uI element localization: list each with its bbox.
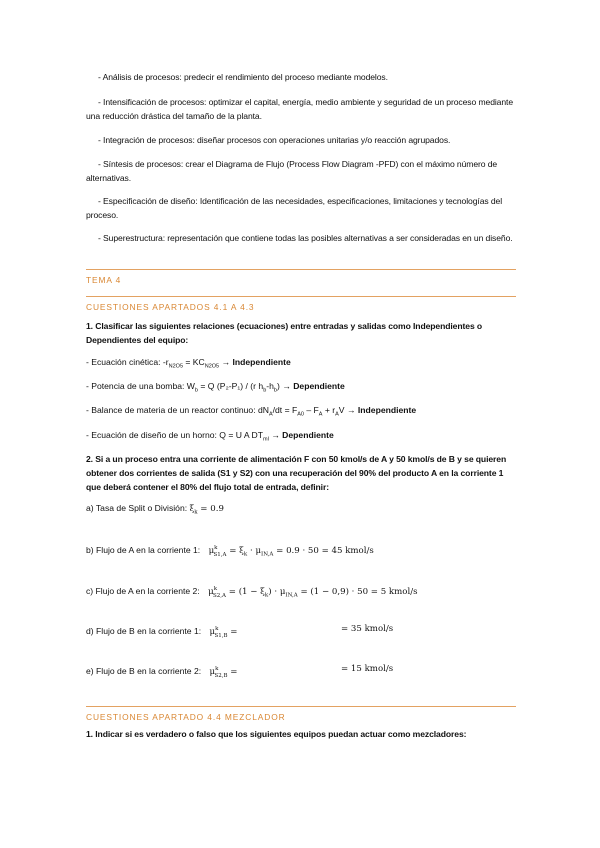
tema-title: TEMA 4 xyxy=(86,275,122,285)
q1-item-horno: - Ecuación de diseño de un horno: Q = U A $DT_{ml}$ → Dependiente xyxy=(86,430,334,443)
question-2-text: 2. Si a un proceso entra una corriente de alimentación F con 50 kmol/s de A y 50 kmol/s de B y se quieren obtener dos corrientes de salida (S1 y S2) con una recuperación del 90% del producto A en la corriente 1 que deberá contener el 80% del flujo total de entrada, definir: xyxy=(86,454,507,492)
q2-answer-a: a) Tasa de Split o División: $\xi_k = 0.9$ xyxy=(86,503,224,516)
divider-rule xyxy=(86,706,516,707)
q2-answer-e: e) Flujo de B en la corriente 2: $\mu^k_{S2,B}$ = xyxy=(86,665,238,679)
q2-answer-e-result: = 15 kmol/s xyxy=(341,664,394,674)
q1-item-balance: - Balance de materia de un reactor continuo: $dN_A/dt = F_{A0} - F_A + r_AV$ → Independiente xyxy=(86,405,417,418)
q2-answer-d: d) Flujo de B en la corriente 1: $\mu^k_{S1,B}$ = xyxy=(86,625,238,639)
q2-answer-c: c) Flujo de A en la corriente 2: $\mu^k_{S2,A} = (1 - \xi_k) \cdot \mu_{IN,A} = (1 - 0,9) \cdot 50 = 5$ kmol/s xyxy=(86,585,418,599)
intro-item-intensificacion: - Intensificación de procesos: optimizar el capital, energía, medio ambiente y seguridad de un proceso mediante una reducción drástica del tamaño de la planta. xyxy=(86,97,514,121)
question-1-text: 1. Clasificar las siguientes relaciones (ecuaciones) entre entradas y salidas como Independientes o Dependientes del equipo: xyxy=(86,321,483,345)
question-mezcladores-text: 1. Indicar si es verdadero o falso que los siguientes equipos puedan actuar como mezcladores: xyxy=(86,729,467,739)
divider-rule xyxy=(86,296,516,297)
section-title-4-1-4-3: CUESTIONES APARTADOS 4.1 A 4.3 xyxy=(86,302,255,312)
section-title-4-4-mezclador: CUESTIONES APARTADO 4.4 MEZCLADOR xyxy=(86,712,286,722)
intro-item-sintesis: - Síntesis de procesos: crear el Diagrama de Flujo (Process Flow Diagram -PFD) con el máximo número de alternativas. xyxy=(86,159,498,183)
intro-item-integracion: - Integración de procesos: diseñar procesos con operaciones unitarias y/o reacción agrupados. xyxy=(98,135,451,145)
q2-answer-d-result: = 35 kmol/s xyxy=(341,624,394,634)
intro-item-analisis: - Análisis de procesos: predecir el rendimiento del proceso mediante modelos. xyxy=(98,72,388,82)
q1-item-cinetica: - Ecuación cinética: $-r_{N2O5} = KC_{N2O5}$ → Independiente xyxy=(86,357,291,370)
divider-rule xyxy=(86,269,516,270)
intro-item-superestructura: - Superestructura: representación que contiene todas las posibles alternativas a ser consideradas en un diseño. xyxy=(98,233,513,243)
q2-answer-b: b) Flujo de A en la corriente 1: $\mu^k_{S1,A} = \xi_k \cdot \mu_{IN,A} = 0.9 \cdot 50 = 45$ kmol/s xyxy=(86,544,374,558)
intro-item-especificacion: - Especificación de diseño: Identificación de las necesidades, especificaciones, limitaciones y tecnologías del proceso. xyxy=(86,196,503,220)
q1-item-bomba: - Potencia de una bomba: $W_b = Q$ (P₂-P₁) / (r $h_b-h_b$) → Dependiente xyxy=(86,381,345,394)
